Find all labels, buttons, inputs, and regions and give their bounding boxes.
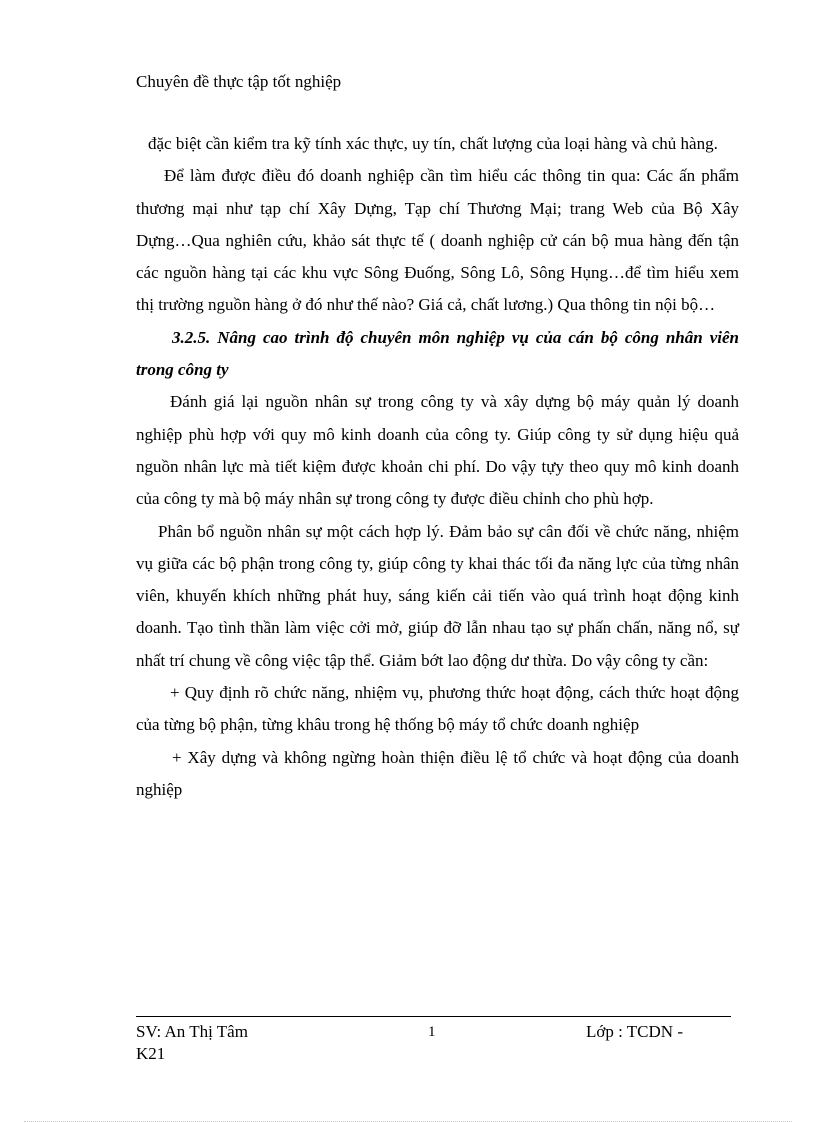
footer-divider [136,1016,731,1017]
body-paragraph: + Xây dựng và không ngừng hoàn thiện điều lệ tổ chức và hoạt động của doanh nghiệp [136,747,739,799]
footer-page-number: 1 [428,1024,436,1040]
footer-student: SV: An Thị Tâm K21 [136,1022,248,1063]
page-bottom-edge [24,1121,792,1122]
body-paragraph: đặc biệt cần kiểm tra kỹ tính xác thực, uy tín, chất lượng của loại hàng và chủ hàng. [148,134,718,153]
body-paragraph: Đánh giá lại nguồn nhân sự trong công ty và xây dựng bộ máy quản lý doanh nghiệp phù hợp với quy mô kinh doanh của công ty. Giúp công ty sử dụng hiệu quả nguồn nhân lực mà tiết kiệm được khoản chi phí. Do vậy tựy theo quy mô kinh doanh của công ty mà bộ máy nhân sự trong công ty được điều chỉnh cho phù hợp. [136,392,739,509]
body-paragraph: + Quy định rõ chức năng, nhiệm vụ, phương thức hoạt động, cách thức hoạt động của từng bộ phận, từng khâu trong hệ thống bộ máy tổ chức doanh nghiệp [136,683,739,735]
page-header: Chuyên đề thực tập tốt nghiệp [136,72,342,91]
body-paragraph: Phân bổ nguồn nhân sự một cách hợp lý. Đảm bảo sự cân đối về chức năng, nhiệm vụ giữa các bộ phận trong công ty, giúp công ty khai thác tối đa năng lực của từng nhân viên, khuyến khích những phát huy, sáng kiến cải tiến vào quá trình hoạt động kinh doanh. Tạo tình thần làm việc cởi mở, giúp đỡ lẫn nhau tạo sự phấn chấn, năng nổ, sự nhất trí chung về công việc tập thể. Giảm bớt lao động dư thừa. Do vậy công ty cần: [136,521,739,670]
section-heading: 3.2.5. Nâng cao trình độ chuyên môn nghiệp vụ của cán bộ công nhân viên trong công ty [136,327,739,380]
document-body [136,128,739,806]
footer-class: Lớp : TCDN - [586,1022,683,1041]
body-paragraph: Để làm được điều đó doanh nghiệp cần tìm hiểu các thông tin qua: Các ấn phẩm thương mại như tạp chí Xây Dựng, Tạp chí Thương Mại; trang Web của Bộ Xây Dựng…Qua nghiên cứu, khảo sát thực tế ( doanh nghiệp cử cán bộ mua hàng đến tận các nguồn hàng tại các khu vực Sông Đuống, Sông Lô, Sông Hụng…để tìm hiểu xem thị trường nguồn hàng ở đó như thế nào? Giá cả, chất lương.) Qua thông tin nội bộ… [136,166,739,315]
